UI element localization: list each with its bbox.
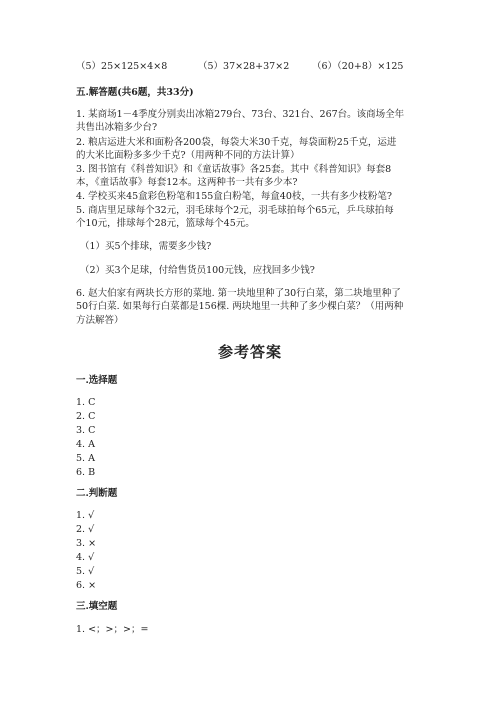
expression-5a: （5）25×125×4×8 bbox=[76, 61, 168, 72]
question-4 bbox=[76, 190, 426, 203]
question-5-sub-1: （1）买5个排球，需要多少钱? bbox=[80, 241, 212, 252]
section-5-title: 五.解答题(共6题，共33分) bbox=[76, 87, 194, 98]
question-line: 3. 图书馆有《科普知识》和《童话故事》各25套。其中《科普知识》每套8 bbox=[76, 164, 392, 175]
answer-section-1-title: 一.选择题 bbox=[76, 375, 118, 386]
question-5-sub-2: （2）买3个足球，付给售货员100元钱，应找回多少钱? bbox=[80, 265, 315, 276]
answer-item: 6. B bbox=[76, 466, 96, 478]
question-line: 1. 某商场1－4季度分别卖出冰箱279台、73台、321台、267台。该商场全年 bbox=[76, 109, 405, 120]
answer-item: 3. C bbox=[76, 424, 96, 436]
question-3 bbox=[76, 163, 426, 190]
question-2 bbox=[76, 136, 426, 163]
question-line: 2. 粮店运进大米和面粉各200袋，每袋大米30千克，每袋面粉25千克，运进 bbox=[76, 137, 397, 148]
answer-item: 4. A bbox=[76, 438, 95, 450]
question-1 bbox=[76, 108, 426, 135]
answer-item: 2. √ bbox=[76, 523, 95, 535]
question-line: 50行白菜. 如果每行白菜都是156棵. 两块地里一共种了多少棵白菜？（用两种 bbox=[76, 301, 404, 313]
answer-item: 2. C bbox=[76, 410, 96, 422]
answer-item: 5. A bbox=[76, 452, 95, 464]
answer-section-3-title: 三.填空题 bbox=[76, 601, 118, 612]
answer-item: 3. × bbox=[76, 537, 97, 549]
answer-title: 参考答案 bbox=[217, 343, 282, 361]
question-5 bbox=[76, 204, 426, 231]
question-line: 个10元，排球每个28元，篮球每个45元。 bbox=[76, 218, 255, 230]
question-line: 的大米比面粉多多少千克?（用两种不同的方法计算） bbox=[76, 150, 300, 162]
question-line: 5. 商店里足球每个32元，羽毛球每个2元，羽毛球拍每个65元，乒乓球拍每 bbox=[76, 205, 394, 216]
question-6 bbox=[76, 287, 426, 327]
answer-list-1 bbox=[76, 396, 95, 480]
answer-item: 1. C bbox=[76, 397, 96, 408]
expression-5b: （5）37×28+37×2 bbox=[198, 61, 290, 72]
answer-item: 1. √ bbox=[76, 510, 95, 521]
answer-item: 6. × bbox=[76, 579, 97, 591]
answer-item: 4. √ bbox=[76, 551, 95, 563]
answer-list-2 bbox=[76, 509, 96, 593]
question-line: 方法解答） bbox=[76, 314, 124, 326]
answer-list-3 bbox=[76, 623, 148, 637]
answer-item: 5. √ bbox=[76, 565, 95, 577]
question-line: 共售出冰箱多少台? bbox=[76, 122, 158, 134]
question-line: 4. 学校买来45盒彩色粉笔和155盒白粉笔，每盒40枝，一共有多少枝粉笔? bbox=[76, 191, 392, 202]
question-line: 本，《童话故事》每套12本。这两种书一共有多少本? bbox=[76, 177, 298, 189]
answer-item: 1. <；>；>；= bbox=[76, 624, 149, 635]
question-line: 6. 赵大伯家有两块长方形的菜地. 第一块地里种了30行白菜，第二块地里种了 bbox=[76, 288, 401, 299]
answer-section-2-title: 二.判断题 bbox=[76, 488, 118, 499]
expression-6: （6）（20+8）×125 bbox=[312, 61, 404, 72]
